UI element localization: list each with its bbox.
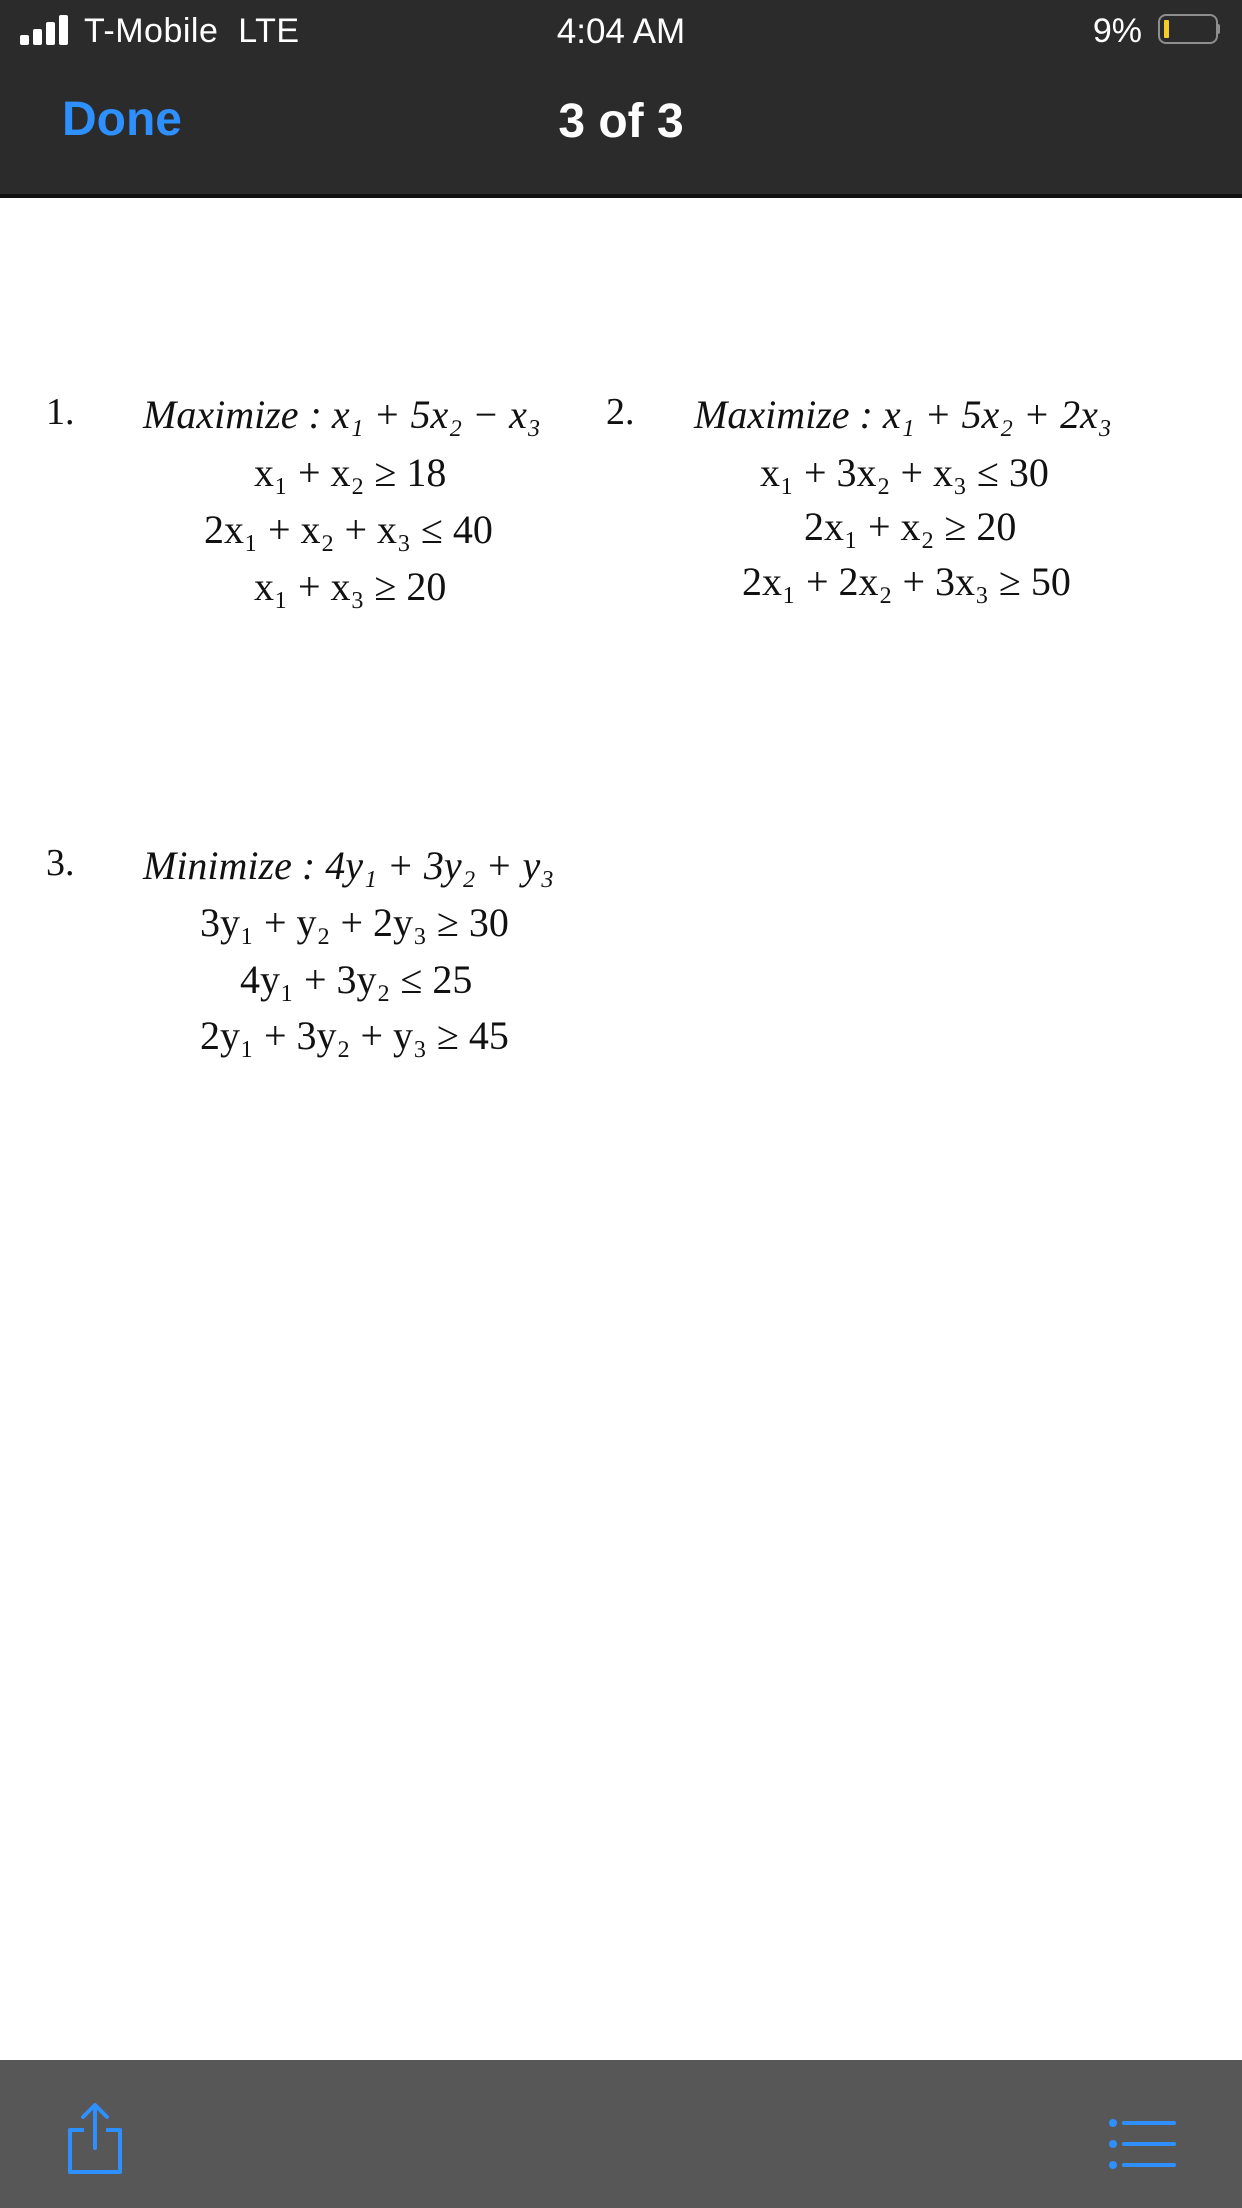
top-bar xyxy=(0,0,1242,198)
problem-number: 3. xyxy=(46,842,75,884)
bottom-toolbar xyxy=(0,2060,1242,2208)
constraint: 2x₁ + 2x₂ + 3x₃ ≥ 50 xyxy=(742,559,1071,604)
constraint: 2x₁ + x₂ + x₃ ≤ 40 xyxy=(204,507,493,552)
document-page[interactable] xyxy=(0,198,1242,2060)
objective-function: Minimize : 4y₁ + 3y₂ + y₃ xyxy=(143,843,555,888)
list-icon xyxy=(1108,2118,1178,2170)
constraint: 3y₁ + y₂ + 2y₃ ≥ 30 xyxy=(200,900,509,945)
list-button[interactable] xyxy=(1108,2118,1178,2170)
problem-number: 2. xyxy=(606,391,635,433)
page-counter-title: 3 of 3 xyxy=(558,95,684,148)
constraint: 2y₁ + 3y₂ + y₃ ≥ 45 xyxy=(200,1013,509,1058)
battery-icon xyxy=(1158,14,1220,44)
constraint: x₁ + 3x₂ + x₃ ≤ 30 xyxy=(760,450,1049,495)
battery-percent: 9% xyxy=(1092,12,1142,50)
carrier-label: T-Mobile LTE xyxy=(84,12,300,50)
constraint: 4y₁ + 3y₂ ≤ 25 xyxy=(240,957,473,1002)
share-button[interactable] xyxy=(62,2100,128,2176)
constraint: x₁ + x₃ ≥ 20 xyxy=(254,564,447,609)
problem-number: 1. xyxy=(46,391,75,433)
navigation-bar xyxy=(0,62,1242,190)
objective-function: Maximize : x₁ + 5x₂ + 2x₃ xyxy=(694,392,1112,437)
done-button[interactable]: Done xyxy=(62,93,182,146)
constraint: x₁ + x₂ ≥ 18 xyxy=(254,450,447,495)
status-time: 4:04 AM xyxy=(556,12,686,51)
constraint: 2x₁ + x₂ ≥ 20 xyxy=(804,504,1017,549)
objective-function: Maximize : x₁ + 5x₂ − x₃ xyxy=(143,392,541,437)
status-bar xyxy=(0,0,1242,62)
share-icon xyxy=(62,2100,128,2176)
